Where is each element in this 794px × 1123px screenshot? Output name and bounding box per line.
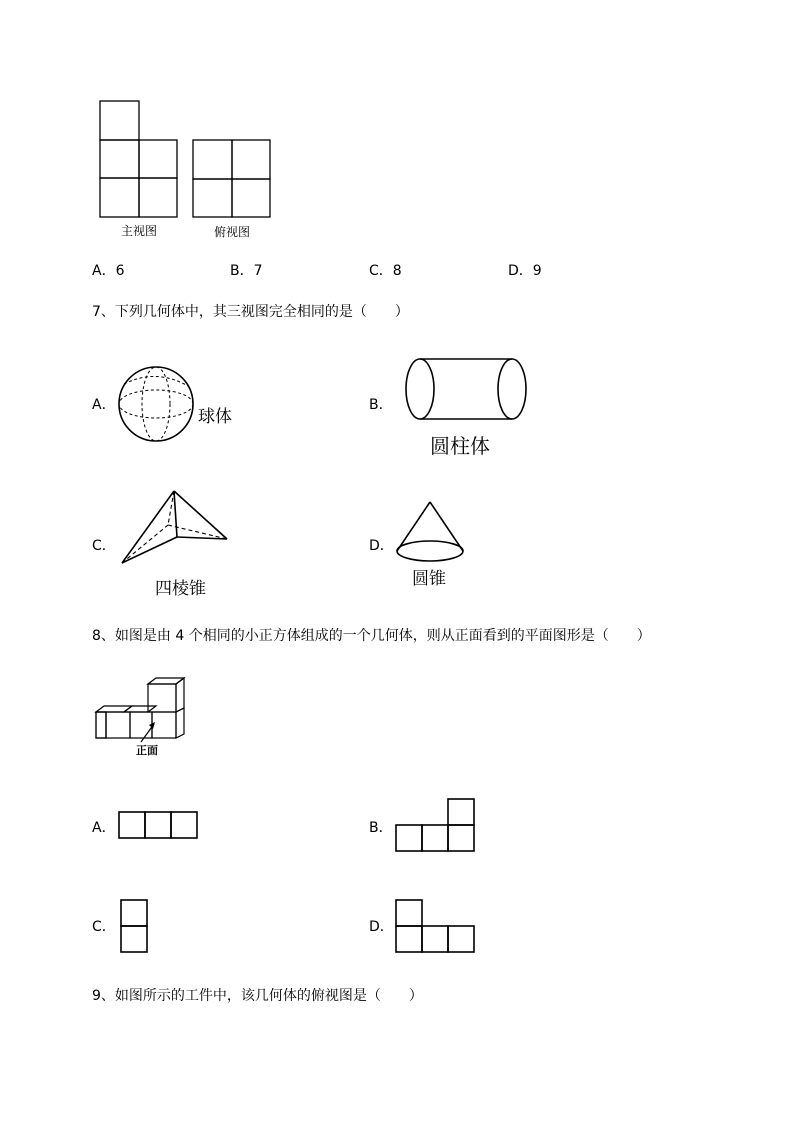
q8-option-b-letter[interactable]: B． — [369, 820, 393, 836]
q8-option-c-letter[interactable]: C． — [92, 919, 116, 935]
top-view-figure — [192, 139, 272, 219]
q8-option-d-letter[interactable]: D． — [369, 919, 394, 935]
q7-option-c-caption: 四棱锥 — [155, 579, 206, 599]
q7-option-b-caption: 圆柱体 — [430, 434, 490, 458]
l-shape-left-icon — [395, 899, 477, 955]
option-value: 8 — [392, 263, 402, 279]
front-view-figure — [99, 100, 179, 220]
q6-option-c[interactable] — [369, 263, 402, 279]
cone-icon — [395, 500, 467, 566]
option-value: 6 — [115, 263, 125, 279]
option-letter: D． — [508, 263, 533, 279]
option-value: 7 — [253, 263, 263, 279]
l-shape-right-icon — [395, 798, 477, 854]
q7-option-d-letter[interactable]: D． — [369, 538, 394, 554]
q7-option-c-letter[interactable]: C． — [92, 538, 116, 554]
option-letter: A． — [92, 263, 116, 279]
q7-option-d-caption: 圆锥 — [412, 569, 446, 589]
q7-option-a-letter[interactable]: A． — [92, 397, 116, 413]
q8-option-a-letter[interactable]: A． — [92, 820, 116, 836]
cylinder-icon — [405, 357, 529, 423]
option-letter: B． — [230, 263, 254, 279]
front-label: 正面 — [136, 744, 158, 757]
q6-option-d[interactable] — [508, 263, 542, 279]
q7-option-a-caption: 球体 — [198, 407, 232, 427]
q7-option-b-letter[interactable]: B． — [369, 397, 393, 413]
q7-question: 7、下列几何体中，其三视图完全相同的是（ ） — [92, 304, 409, 320]
square-pyramid-icon — [120, 489, 230, 569]
q9-question: 9、如图所示的工件中，该几何体的俯视图是（ ） — [92, 988, 423, 1004]
sphere-icon — [118, 364, 198, 444]
q8-question: 8、如图是由 4 个相同的小正方体组成的一个几何体，则从正面看到的平面图形是（ ） — [92, 628, 651, 644]
top-view-caption: 俯视图 — [214, 225, 251, 239]
option-value: 9 — [532, 263, 542, 279]
two-squares-column-icon — [120, 899, 150, 955]
option-letter: C． — [369, 263, 393, 279]
q6-option-b[interactable] — [230, 263, 263, 279]
front-view-caption: 主视图 — [121, 224, 158, 238]
q6-option-a[interactable] — [92, 263, 125, 279]
three-squares-row-icon — [118, 811, 200, 841]
cubes-figure — [94, 676, 194, 754]
